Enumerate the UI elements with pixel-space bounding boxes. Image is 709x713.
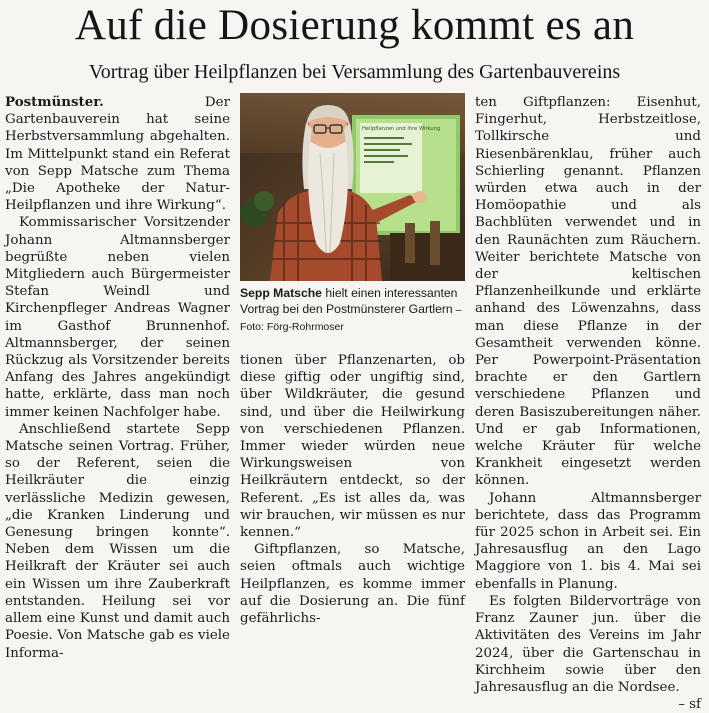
paragraph-2: Kommissarischer Vorsitzender Johann Altmannsberger begrüßte neben vielen Mitgliedern auch Bürgermeister Stefan Weindl und Kirchenpfleger Andreas Wagner im Gasthof Brunnenhof. Altmannsberger, der seinen Rückzug als Vorsitzender bereits Anfang des Jahres angekündigt hatte, erklärte, dass man noch immer keinen Nachfolger habe. bbox=[5, 215, 230, 420]
paragraph-1 bbox=[5, 94, 230, 214]
paragraph-3: Anschließend startete Sepp Matsche seinen Vortrag. Früher, so der Referent, seien die Heilkräuter die einzig verlässliche Medizin gewesen, „die Kranken Linderung und Genesung bringen konnte“. Neben dem Wissen um die Heilkraft der Kräuter sei auch ein Wissen um ihre Zauberkraft entstanden. Heilung sei vor allem eine Kunst und damit auch Poesie. Von Matsche gab es viele Informa- bbox=[5, 421, 230, 661]
article-column-3 bbox=[475, 94, 701, 713]
caption-text: hielt einen interessanten Vortrag bei den Postmünsterer Gartlern bbox=[240, 286, 458, 316]
paragraph-4: tionen über Pflanzenarten, ob diese giftig oder ungiftig sind, über Wildkräuter, die gesund sind, und über die Heilwirkung von verschiedenen Pflanzen. Immer wieder würden neue Wirkungsweisen von Heilkräutern entdeckt, so der Referent. „Es ist alles da, was wir brauchen, wir müssen es nur kennen.“ bbox=[240, 353, 465, 541]
photo-credit: – Foto: Förg-Rohrmoser bbox=[240, 304, 462, 333]
caption-name: Sepp Matsche bbox=[240, 286, 322, 300]
paragraph-6: ten Giftpflanzen: Eisenhut, Fingerhut, Herbstzeitlose, Tollkirsche und Riesenbärenklau, früher auch Schierling genannt. Pflanzen würden etwa auch in der Homöopathie und als Bachblüten verwendet und in den Raunächten zum Räuchern. Weiter berichtete Matsche von der keltischen Pflanzenheilkunde und erklärte anhand des Löwenzahns, dass man diese Pflanze in der Gesamtheit verwenden könne. Per Powerpoint-Präsentation brachte er den Gartlern verschiedene Pflanzen und deren Basiszubereitungen näher. Und er gab Informationen, welche Kräuter für welche Krankheit eingesetzt werden können. bbox=[475, 95, 701, 489]
headline: Auf die Dosierung kommt es an bbox=[74, 2, 635, 49]
paragraph-8 bbox=[475, 593, 701, 713]
photo-caption bbox=[240, 285, 465, 335]
dateline: Postmünster. bbox=[5, 94, 104, 110]
speaker-photo bbox=[240, 93, 465, 281]
slide-title: Heilpflanzen und ihre Wirkung bbox=[362, 126, 441, 132]
subheadline: Vortrag über Heilpflanzen bei Versammlung des Gartenbauvereins bbox=[88, 61, 621, 83]
paragraph-5: Giftpflanzen, so Matsche, seien oftmals auch wichtige Heilpflanzen, es komme immer auf die Dosierung an. Die fünf gefährlichs- bbox=[240, 542, 465, 627]
article-column-2 bbox=[240, 352, 465, 627]
paragraph-text: Es folgten Bildervorträge von Franz Zauner jun. über die Aktivitäten des Vereins im Jahr 2024, über die Gartenschau in Kirchheim sowie über den Jahresausflug an die Nordsee. bbox=[475, 593, 701, 695]
author-sign: – sf bbox=[678, 697, 701, 713]
article-column-1 bbox=[5, 94, 230, 662]
paragraph-text: Der Gartenbauverein hat seine Herbstversammlung abgehalten. Im Mittelpunkt stand ein Referat von Sepp Matsche zum Thema „Die Apotheke der Natur-Heilpflanzen und ihre Wirkung“. bbox=[5, 95, 230, 214]
paragraph-7: Johann Altmannsberger berichtete, dass das Programm für 2025 schon in Arbeit sei. Ein Jahresausflug an den Lago Maggiore von 1. bis 4. Mai sei ebenfalls in Planung. bbox=[475, 490, 701, 592]
